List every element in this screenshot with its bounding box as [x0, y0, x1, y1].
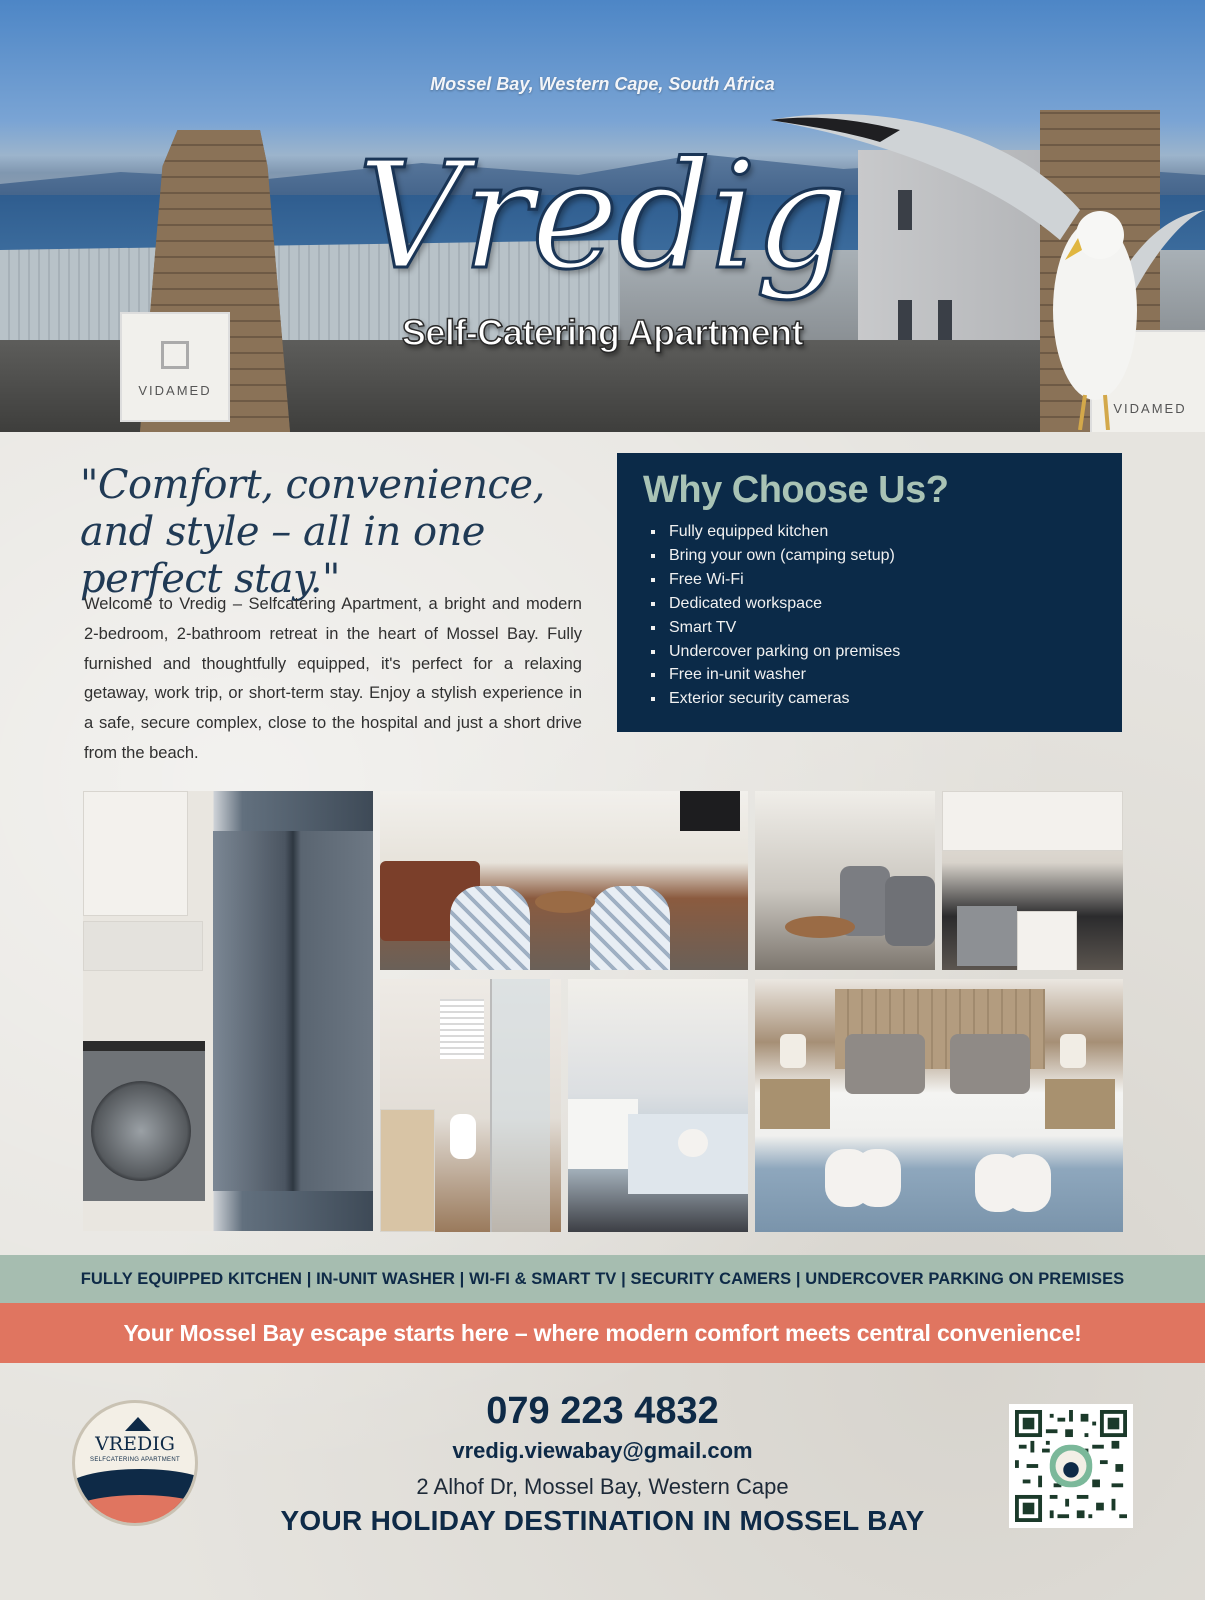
photo-pillow — [845, 1034, 925, 1094]
photo-twin-bedroom — [568, 979, 748, 1232]
sign-text: VIDAMED — [1113, 401, 1187, 416]
photo-chair — [450, 886, 530, 970]
photo-towel — [855, 1149, 901, 1207]
logo-name: VREDIG — [95, 1433, 175, 1455]
email-address[interactable]: vredig.viewabay@gmail.com — [452, 1438, 753, 1463]
list-item: Free Wi-Fi — [651, 568, 1096, 592]
list-item: Undercover parking on premises — [651, 640, 1096, 664]
photo-cabinet — [83, 791, 188, 916]
tagline-quote: "Comfort, convenience, and style – all in one perfect stay." — [80, 462, 545, 602]
street-address: 2 Alhof Dr, Mossel Bay, Western Cape — [416, 1474, 789, 1499]
photo-chair — [885, 876, 935, 946]
photo-cabinet — [1017, 911, 1077, 970]
list-item: Exterior security cameras — [651, 687, 1096, 711]
list-item: Free in-unit washer — [651, 663, 1096, 687]
photo-toilet — [450, 1114, 476, 1159]
why-title: Why Choose Us? — [643, 469, 949, 511]
list-item: Fully equipped kitchen — [651, 520, 1096, 544]
photo-kitchen-stove — [942, 791, 1123, 970]
photo-bathroom — [380, 979, 561, 1232]
photo-lounge — [755, 791, 935, 970]
photo-kitchen-fridge-washer — [83, 791, 373, 1231]
photo-fridge — [213, 831, 373, 1191]
photo-tv — [680, 791, 740, 831]
photo-cabinet — [942, 791, 1123, 851]
list-item: Smart TV — [651, 616, 1096, 640]
photo-vanity — [380, 1109, 435, 1232]
photo-towel — [1005, 1154, 1051, 1212]
list-item: Dedicated workspace — [651, 592, 1096, 616]
photo-window-blind — [440, 999, 484, 1059]
qr-code[interactable] — [1009, 1404, 1133, 1528]
qr-code-icon — [1015, 1410, 1127, 1522]
photo-living-room — [380, 791, 748, 970]
logo-subtitle: SELFCATERING APARTMENT — [90, 1457, 180, 1463]
washer-door — [91, 1081, 191, 1181]
brand-title: Vredig — [357, 130, 848, 302]
amenities-list — [643, 520, 1096, 711]
photo-table — [535, 891, 595, 913]
photo-towel — [678, 1129, 708, 1157]
photo-nightstand — [760, 1079, 830, 1129]
photo-nightstand — [1045, 1079, 1115, 1129]
sign-text: VIDAMED — [138, 383, 212, 398]
footer-tagline: YOUR HOLIDAY DESTINATION IN MOSSEL BAY — [280, 1505, 925, 1536]
photo-lamp — [1060, 1034, 1086, 1068]
photo-table — [785, 916, 855, 938]
features-band: FULLY EQUIPPED KITCHEN | IN-UNIT WASHER | WI-FI & SMART TV | SECURITY CAMERS | UNDERCOVER PARKING ON PREMISES — [0, 1255, 1205, 1303]
photo-oven — [957, 906, 1017, 966]
photo-pillow — [950, 1034, 1030, 1094]
photo-main-bedroom — [755, 979, 1123, 1232]
brand-subtitle: Self-Catering Apartment — [401, 312, 804, 353]
welcome-paragraph: Welcome to Vredig – Selfcatering Apartment, a bright and modern 2-bedroom, 2-bathroom retreat in the heart of Mossel Bay. Fully furnished and thoughtfully equipped, it's perfect for a relaxing getaway, work trip, or short-term stay. Enjoy a stylish experience in a safe, secure complex, close to the hospital and just a short drive from the beach. — [84, 595, 582, 762]
phone-number[interactable]: 079 223 4832 — [486, 1390, 719, 1432]
slogan-band: Your Mossel Bay escape starts here – where modern comfort meets central convenience! — [0, 1303, 1205, 1363]
photo-chair — [590, 886, 670, 970]
hero-banner — [0, 0, 1205, 432]
why-choose-us-panel — [617, 453, 1122, 732]
photo-shower — [490, 979, 550, 1232]
photo-tiles — [83, 921, 203, 971]
list-item: Bring your own (camping setup) — [651, 544, 1096, 568]
location-line: Mossel Bay, Western Cape, South Africa — [430, 74, 775, 94]
photo-washer — [83, 1041, 205, 1201]
photo-lamp — [780, 1034, 806, 1068]
